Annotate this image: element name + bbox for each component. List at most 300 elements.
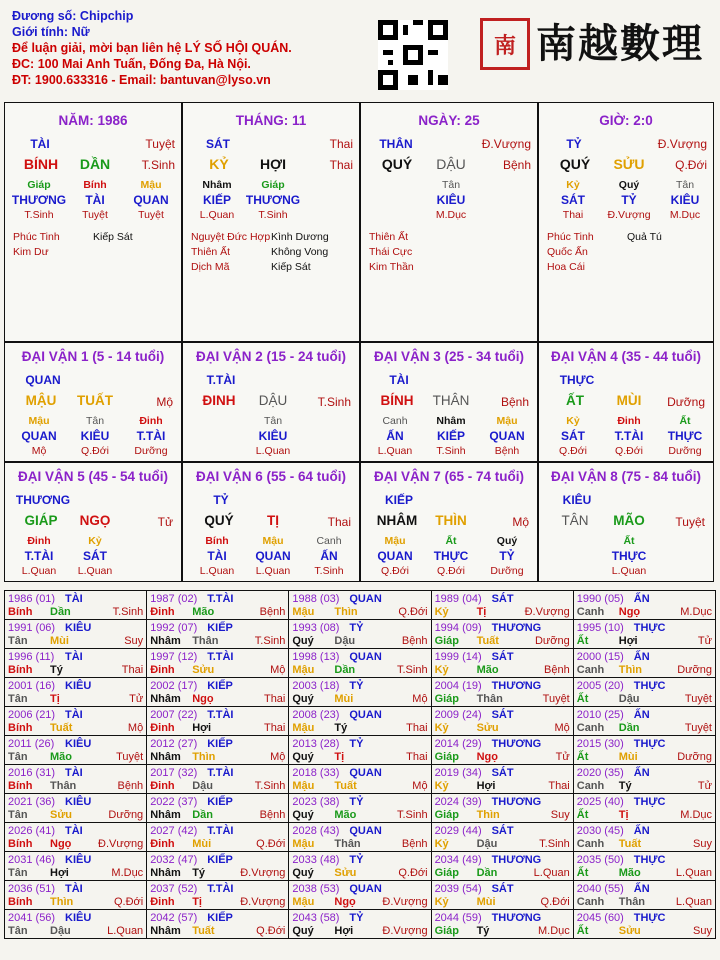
annual-star: KIẾP bbox=[207, 854, 233, 866]
annual-cell bbox=[289, 591, 431, 620]
annual-branch: Thìn bbox=[618, 664, 642, 676]
annual-state: Q.Đới bbox=[398, 606, 428, 618]
hidden-stem: Bính bbox=[83, 179, 107, 191]
annual-cell bbox=[289, 881, 431, 910]
annual-star: ẤN bbox=[633, 767, 650, 779]
annual-cell bbox=[289, 620, 431, 649]
annual-star: THỰC bbox=[633, 912, 666, 924]
annual-stem: Quý bbox=[292, 809, 314, 821]
hidden-stem: Đinh bbox=[139, 415, 163, 427]
dai-van-stem: ĐINH bbox=[202, 393, 236, 408]
pillar-star: TÀI bbox=[30, 137, 50, 151]
contact-line-1: Để luận giải, mời bạn liên hệ LÝ SỐ HỘI QUÁN. bbox=[12, 41, 292, 55]
annual-year: 2002 (17) bbox=[150, 680, 198, 692]
annual-cell bbox=[573, 852, 715, 881]
annual-year: 2017 (32) bbox=[150, 767, 198, 779]
annual-star: KIẾP bbox=[207, 622, 233, 634]
annual-cell bbox=[147, 707, 289, 736]
hidden-stem: Canh bbox=[382, 415, 408, 427]
annual-stem: Bính bbox=[8, 896, 33, 908]
hidden-stem: Kỷ bbox=[566, 415, 580, 427]
annual-state: Dưỡng bbox=[534, 635, 570, 647]
hidden-stem: Đinh bbox=[27, 535, 51, 547]
annual-row bbox=[5, 794, 716, 823]
dai-van-branch: TỊ bbox=[267, 513, 279, 528]
annual-star: T.TÀI bbox=[207, 651, 234, 663]
annual-state: Đ.Vượng bbox=[98, 838, 144, 850]
annual-year: 2039 (54) bbox=[434, 883, 482, 895]
annual-cell bbox=[5, 591, 147, 620]
annual-stem: Mậu bbox=[292, 780, 315, 792]
hidden-stem: Mậu bbox=[28, 415, 50, 427]
annual-cell bbox=[5, 649, 147, 678]
annual-stem: Canh bbox=[576, 838, 605, 850]
annual-row bbox=[5, 881, 716, 910]
annual-stem: Bính bbox=[8, 838, 33, 850]
annual-branch: Tuất bbox=[50, 722, 73, 734]
annual-star: TÀI bbox=[65, 709, 83, 721]
dai-van-stem: ẤT bbox=[566, 393, 584, 408]
annual-star: ẤN bbox=[633, 825, 650, 837]
annual-cell bbox=[431, 852, 573, 881]
annual-star: TÀI bbox=[65, 651, 83, 663]
annual-year: 2033 (48) bbox=[292, 854, 340, 866]
hidden-stem: Mậu bbox=[140, 179, 162, 191]
hidden-state: Q.Đới bbox=[615, 445, 643, 457]
annual-state: Đ.Vượng bbox=[524, 606, 570, 618]
annual-star: KIÊU bbox=[65, 622, 92, 634]
dai-van-stem: QUÝ bbox=[204, 513, 234, 528]
annual-stem: Giáp bbox=[434, 693, 460, 705]
annual-state: Đ.Vượng bbox=[240, 867, 286, 879]
annual-cell bbox=[147, 620, 289, 649]
special-star: Thiên Ất bbox=[191, 246, 231, 258]
pillar-state: Đ.Vượng bbox=[657, 137, 707, 151]
annual-cell bbox=[289, 910, 431, 939]
annual-stem: Bính bbox=[8, 606, 33, 618]
annual-state: Thai bbox=[406, 722, 428, 734]
annual-state: Mộ bbox=[412, 780, 428, 792]
hidden-star: THỰC bbox=[667, 429, 703, 443]
dai-van-stem: TÂN bbox=[561, 513, 589, 528]
annual-year: 2045 (60) bbox=[576, 912, 624, 924]
annual-cell-content bbox=[5, 852, 146, 880]
annual-star: QUAN bbox=[349, 593, 382, 605]
annual-branch: Hợi bbox=[192, 722, 212, 734]
annual-stem: Giáp bbox=[434, 809, 460, 821]
annual-branch: Thìn bbox=[192, 751, 216, 763]
annual-stem: Mậu bbox=[292, 896, 315, 908]
annual-star: THỰC bbox=[633, 796, 666, 808]
pillar-star: TỶ bbox=[566, 137, 582, 151]
annual-star: SÁT bbox=[491, 651, 514, 663]
hidden-state: L.Quan bbox=[611, 565, 647, 577]
annual-state: Đ.Vượng bbox=[240, 896, 286, 908]
annual-branch: Dậu bbox=[476, 838, 498, 850]
hidden-stem: Ất bbox=[679, 415, 691, 427]
dai-van-branch: TUẤT bbox=[77, 393, 113, 408]
annual-stem: Nhâm bbox=[150, 635, 181, 647]
special-star: Kiếp Sát bbox=[271, 261, 311, 273]
annual-branch: Ngọ bbox=[476, 751, 498, 763]
special-star: Không Vong bbox=[271, 246, 329, 258]
dai-van-star: T.TÀI bbox=[206, 373, 236, 387]
annual-stem: Canh bbox=[576, 722, 605, 734]
annual-state: Bệnh bbox=[259, 809, 286, 821]
hidden-star: KIÊU bbox=[670, 193, 700, 207]
annual-year: 2044 (59) bbox=[434, 912, 482, 924]
annual-cell-content bbox=[574, 794, 715, 822]
annual-stem: Bính bbox=[8, 722, 33, 734]
annual-cell-content bbox=[147, 736, 288, 764]
hidden-star: QUAN bbox=[21, 429, 57, 443]
annual-row bbox=[5, 678, 716, 707]
annual-year: 1993 (08) bbox=[292, 622, 340, 634]
hidden-stem: Quý bbox=[496, 535, 518, 547]
annual-stem: Bính bbox=[8, 664, 33, 676]
annual-cell-content bbox=[147, 765, 288, 793]
annual-cell bbox=[5, 794, 147, 823]
annual-stem: Canh bbox=[576, 606, 605, 618]
annual-stem: Tân bbox=[8, 925, 28, 937]
annual-state: Suy bbox=[693, 925, 712, 937]
annual-stem: Mậu bbox=[292, 722, 315, 734]
annual-branch: Sửu bbox=[192, 664, 215, 676]
annual-stem: Ất bbox=[576, 809, 589, 821]
annual-cell bbox=[573, 765, 715, 794]
hidden-star: SÁT bbox=[561, 429, 585, 443]
annual-star: TÀI bbox=[65, 883, 83, 895]
annual-star: THƯƠNG bbox=[491, 680, 542, 692]
annual-cell bbox=[5, 707, 147, 736]
annual-cell bbox=[573, 736, 715, 765]
dai-van-state: T.Sinh bbox=[317, 395, 351, 409]
hidden-stem: Giáp bbox=[261, 179, 285, 191]
dai-van-title: ĐẠI VẬN 8 (75 - 84 tuổi) bbox=[550, 469, 702, 484]
hidden-star: KIÊU bbox=[258, 429, 288, 443]
dai-van-box bbox=[182, 462, 360, 582]
annual-stem: Đinh bbox=[150, 838, 175, 850]
dai-van-branch: THÂN bbox=[432, 393, 470, 408]
hidden-state: Q.Đới bbox=[559, 445, 587, 457]
annual-star: TỶ bbox=[349, 680, 364, 692]
pillar-branch-state: Thai bbox=[329, 158, 353, 172]
annual-cell bbox=[5, 823, 147, 852]
annual-cell-content bbox=[5, 910, 146, 938]
annual-star: T.TÀI bbox=[207, 767, 234, 779]
annual-year: 2026 (41) bbox=[8, 825, 56, 837]
hidden-stem: Bính bbox=[205, 535, 229, 547]
annual-cell-content bbox=[147, 910, 288, 938]
annual-branch: Tị bbox=[476, 606, 487, 618]
hidden-state: Q.Đới bbox=[81, 445, 109, 457]
brand-logo: 南越數理 bbox=[536, 20, 704, 67]
annual-cell-content bbox=[289, 794, 430, 822]
annual-stem: Mậu bbox=[292, 838, 315, 850]
annual-branch: Mùi bbox=[334, 693, 354, 705]
annual-cell bbox=[573, 794, 715, 823]
annual-cell-content bbox=[574, 881, 715, 909]
annual-cell-content bbox=[289, 765, 430, 793]
annual-star: KIÊU bbox=[65, 680, 92, 692]
annual-stem: Đinh bbox=[150, 664, 175, 676]
annual-cell bbox=[5, 736, 147, 765]
annual-stem: Đinh bbox=[150, 606, 175, 618]
special-star: Kim Dư bbox=[13, 246, 49, 258]
annual-branch: Hợi bbox=[618, 635, 638, 647]
annual-cell bbox=[573, 620, 715, 649]
annual-branch: Dậu bbox=[334, 635, 356, 647]
annual-cell bbox=[431, 591, 573, 620]
annual-cell-content bbox=[574, 910, 715, 938]
pillar-star: SÁT bbox=[206, 137, 230, 151]
annual-cell bbox=[147, 649, 289, 678]
annual-cell-content bbox=[432, 736, 573, 764]
annual-year: 2008 (23) bbox=[292, 709, 340, 721]
special-star: Nguyệt Đức Hợp bbox=[191, 231, 271, 243]
annual-branch: Ngọ bbox=[618, 606, 641, 618]
annual-cell-content bbox=[147, 649, 288, 677]
special-star: Quả Tú bbox=[627, 231, 662, 243]
annual-star: T.TÀI bbox=[207, 593, 234, 605]
annual-cell-content bbox=[147, 852, 288, 880]
annual-state: Mộ bbox=[554, 722, 570, 734]
dai-van-stem: NHÂM bbox=[376, 513, 418, 528]
hidden-stem: Ất bbox=[445, 535, 457, 547]
annual-cell-content bbox=[432, 707, 573, 735]
annual-cell-content bbox=[432, 649, 573, 677]
annual-cell-content bbox=[5, 707, 146, 735]
pillar-box bbox=[182, 102, 360, 342]
annual-cell-content bbox=[147, 620, 288, 648]
annual-stem: Giáp bbox=[434, 635, 460, 647]
annual-stem: Ất bbox=[576, 867, 589, 879]
annual-branch: Tý bbox=[50, 664, 63, 676]
annual-state: L.Quan bbox=[675, 896, 712, 908]
annual-state: Mộ bbox=[270, 664, 286, 676]
annual-year: 2029 (44) bbox=[434, 825, 482, 837]
dai-van-title: ĐẠI VẬN 4 (35 - 44 tuổi) bbox=[550, 349, 702, 364]
annual-stem: Tân bbox=[8, 867, 28, 879]
annual-branch: Thìn bbox=[334, 606, 358, 618]
annual-cell-content bbox=[289, 736, 430, 764]
annual-branch: Mùi bbox=[476, 896, 496, 908]
annual-state: Thai bbox=[406, 751, 428, 763]
annual-stem: Quý bbox=[292, 925, 314, 937]
annual-stem: Đinh bbox=[150, 896, 175, 908]
hidden-star: THỰC bbox=[433, 549, 469, 563]
hidden-star: ẤN bbox=[386, 429, 404, 443]
annual-year: 2013 (28) bbox=[292, 738, 340, 750]
pillar-title: NGÀY: 25 bbox=[418, 113, 480, 128]
dai-van-box bbox=[360, 462, 538, 582]
annual-cell-content bbox=[289, 591, 430, 619]
hidden-stem: Ất bbox=[623, 535, 635, 547]
annual-state: Thai bbox=[548, 780, 570, 792]
annual-state: Thai bbox=[263, 722, 286, 734]
dai-van-title: ĐẠI VẬN 7 (65 - 74 tuổi) bbox=[373, 469, 525, 484]
hidden-state: Dưỡng bbox=[134, 445, 168, 457]
annual-cell bbox=[573, 910, 715, 939]
annual-star: TỶ bbox=[349, 796, 364, 808]
special-star: Kim Thần bbox=[369, 261, 414, 273]
annual-state: Dưỡng bbox=[677, 664, 712, 676]
dai-van-title: ĐẠI VẬN 6 (55 - 64 tuổi) bbox=[195, 469, 347, 484]
annual-star: KIÊU bbox=[65, 738, 92, 750]
dai-van-star: KIẾP bbox=[384, 493, 413, 507]
annual-star: THƯƠNG bbox=[491, 796, 542, 808]
annual-cell-content bbox=[5, 649, 146, 677]
dai-van-box bbox=[182, 342, 360, 462]
annual-branch: Thìn bbox=[476, 809, 500, 821]
annual-state: Tử bbox=[697, 635, 712, 647]
qr-code-icon[interactable] bbox=[378, 20, 448, 90]
annual-cell-content bbox=[289, 678, 430, 706]
annual-cell-content bbox=[432, 591, 573, 619]
annual-stem: Nhâm bbox=[150, 751, 181, 763]
annual-state: Tuyệt bbox=[684, 693, 712, 705]
annual-stem: Quý bbox=[292, 635, 314, 647]
annual-cell bbox=[573, 678, 715, 707]
annual-year: 2018 (33) bbox=[292, 767, 340, 779]
annual-star: TỶ bbox=[349, 622, 364, 634]
annual-year: 1991 (06) bbox=[8, 622, 56, 634]
dai-van-star: THỰC bbox=[559, 373, 595, 387]
annual-star: TÀI bbox=[65, 767, 83, 779]
annual-cell bbox=[5, 881, 147, 910]
annual-branch: Dậu bbox=[618, 693, 640, 705]
annual-cell-content bbox=[432, 823, 573, 851]
annual-year: 2035 (50) bbox=[576, 854, 624, 866]
annual-stem: Giáp bbox=[434, 751, 460, 763]
annual-year: 2004 (19) bbox=[434, 680, 482, 692]
hidden-state: Mộ bbox=[31, 445, 47, 457]
hidden-state: L.Quan bbox=[199, 209, 235, 221]
annual-state: Q.Đới bbox=[113, 896, 144, 908]
special-star: Phúc Tinh bbox=[547, 231, 594, 243]
annual-stem: Ất bbox=[576, 635, 589, 647]
pillar-branch-state: Bệnh bbox=[502, 158, 531, 172]
hidden-star: SÁT bbox=[561, 193, 585, 207]
dai-van-state: Dưỡng bbox=[667, 395, 705, 409]
annual-branch: Dần bbox=[618, 722, 640, 734]
annual-star: THƯƠNG bbox=[491, 738, 542, 750]
annual-cell bbox=[289, 794, 431, 823]
annual-state: L.Quan bbox=[675, 867, 712, 879]
hidden-state: M.Dục bbox=[669, 209, 701, 221]
annual-cell-content bbox=[432, 910, 573, 938]
annual-year: 1990 (05) bbox=[576, 593, 624, 605]
annual-stem: Mậu bbox=[292, 606, 315, 618]
annual-branch: Hợi bbox=[334, 925, 354, 937]
annual-stem: Tân bbox=[8, 693, 28, 705]
annual-cell-content bbox=[5, 881, 146, 909]
hidden-star: SÁT bbox=[83, 549, 107, 563]
annual-cell-content bbox=[289, 910, 430, 938]
annual-year: 2000 (15) bbox=[576, 651, 624, 663]
pillar-box bbox=[360, 102, 538, 342]
annual-star: THƯƠNG bbox=[491, 912, 542, 924]
annual-branch: Mão bbox=[618, 867, 641, 879]
annual-branch: Tuất bbox=[476, 635, 499, 647]
hidden-state: Q.Đới bbox=[381, 565, 409, 577]
annual-cell bbox=[431, 736, 573, 765]
annual-cell bbox=[289, 823, 431, 852]
annual-cell bbox=[147, 823, 289, 852]
annual-branch: Mùi bbox=[192, 838, 212, 850]
pillar-box bbox=[538, 102, 714, 342]
annual-cell bbox=[147, 794, 289, 823]
annual-cell bbox=[431, 765, 573, 794]
annual-cell bbox=[5, 910, 147, 939]
annual-branch: Dậu bbox=[192, 780, 213, 792]
annual-cell bbox=[573, 591, 715, 620]
annual-state: Bệnh bbox=[401, 635, 428, 647]
annual-branch: Sửu bbox=[476, 722, 499, 734]
annual-cell-content bbox=[289, 707, 430, 735]
hidden-stem: Tân bbox=[85, 415, 105, 427]
annual-cell-content bbox=[5, 736, 146, 764]
hidden-stem: Mậu bbox=[384, 535, 406, 547]
annual-star: THỰC bbox=[633, 854, 666, 866]
annual-year: 1989 (04) bbox=[434, 593, 482, 605]
annual-cell bbox=[289, 852, 431, 881]
annual-cell bbox=[431, 794, 573, 823]
annual-star: KIẾP bbox=[207, 912, 233, 924]
annual-row bbox=[5, 765, 716, 794]
dai-van-star: TÀI bbox=[389, 373, 409, 387]
annual-star: QUAN bbox=[349, 767, 382, 779]
annual-cell-content bbox=[432, 794, 573, 822]
annual-branch: Mão bbox=[192, 606, 215, 618]
annual-cell-content bbox=[289, 620, 430, 648]
annual-year: 2028 (43) bbox=[292, 825, 340, 837]
hidden-star: T.TÀI bbox=[24, 549, 54, 563]
annual-star: SÁT bbox=[491, 767, 514, 779]
hidden-state: Dưỡng bbox=[490, 565, 524, 577]
special-star: Dịch Mã bbox=[191, 261, 230, 273]
hidden-star: ẤN bbox=[320, 549, 338, 563]
hidden-star: TÀI bbox=[85, 193, 105, 207]
annual-table bbox=[4, 590, 716, 939]
annual-cell-content bbox=[147, 678, 288, 706]
annual-state: M.Dục bbox=[680, 606, 712, 618]
annual-branch: Thân bbox=[618, 896, 646, 908]
hidden-star: T.TÀI bbox=[136, 429, 166, 443]
annual-star: TỶ bbox=[349, 854, 364, 866]
annual-stem: Quý bbox=[292, 867, 314, 879]
annual-state: M.Dục bbox=[537, 925, 570, 937]
hidden-state: L.Quan bbox=[377, 445, 413, 457]
annual-star: TÀI bbox=[65, 593, 83, 605]
dai-van-star: KIÊU bbox=[562, 493, 592, 507]
hidden-star: T.TÀI bbox=[614, 429, 644, 443]
header-info bbox=[12, 8, 292, 88]
annual-stem: Tân bbox=[8, 809, 28, 821]
annual-star: THỰC bbox=[633, 680, 666, 692]
annual-year: 2001 (16) bbox=[8, 680, 56, 692]
hidden-state: L.Quan bbox=[199, 565, 235, 577]
annual-year: 2016 (31) bbox=[8, 767, 56, 779]
annual-stem: Giáp bbox=[434, 867, 460, 879]
annual-branch: Thân bbox=[192, 635, 219, 647]
annual-state: T.Sinh bbox=[539, 838, 570, 850]
hidden-star: TÀI bbox=[207, 549, 227, 563]
annual-star: KIẾP bbox=[207, 738, 233, 750]
annual-state: Q.Đới bbox=[256, 838, 286, 850]
pillar-branch: SỬU bbox=[613, 156, 645, 172]
annual-cell bbox=[431, 620, 573, 649]
